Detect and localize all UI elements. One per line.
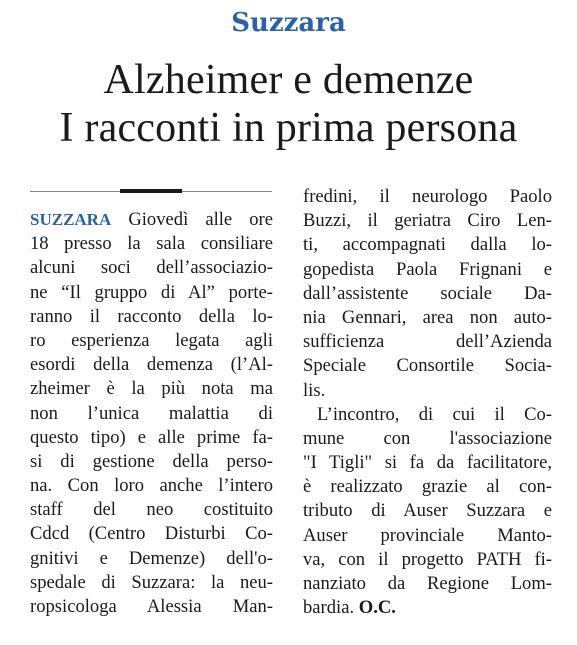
text-line: ropsicologa Alessia Man- xyxy=(30,596,273,617)
text-line: ro esperienza legata agli xyxy=(30,329,273,351)
text-line: sufficienza dell’Azienda xyxy=(303,331,552,353)
text-line: gopedista Paola Frignani e xyxy=(303,258,552,280)
headline-line-1: Alzheimer e demenze xyxy=(103,57,474,103)
text-line: ne “Il gruppo di Al” porte- xyxy=(30,281,273,303)
text-line: dall’assistente sociale Da- xyxy=(303,282,552,304)
text-line: zheimer è la più nota ma xyxy=(30,378,273,400)
first-line-text: Giovedì alle ore xyxy=(111,209,273,230)
text-line: na. Con loro anche l’intero xyxy=(30,475,273,497)
text-line: nanziato da Regione Lom- xyxy=(303,573,552,594)
text-line: Buzzi, il geriatra Ciro Len- xyxy=(303,210,552,232)
text-line: ti, accompagnati dalla lo- xyxy=(303,234,552,256)
text-line: va, con il progetto PATH fi- xyxy=(303,548,552,570)
text-line: questo tipo) e alle prime fa- xyxy=(30,426,273,448)
text-line: ranno il racconto della lo- xyxy=(30,305,273,327)
article-last-line xyxy=(303,596,552,620)
dateline: SUZZARA xyxy=(30,210,112,229)
article-column-1 xyxy=(30,208,273,619)
text-line: spedale di Suzzara: la neu- xyxy=(30,571,273,593)
text-line: alcuni soci dell’associazio- xyxy=(30,257,273,279)
text-line: tributo di Auser Suzzara e xyxy=(303,500,552,522)
text-line: è realizzato grazie al con- xyxy=(303,476,552,498)
text-line: staff del neo costituito xyxy=(30,499,273,521)
text-line: nia Gennari, area non auto- xyxy=(303,306,552,328)
section-kicker: Suzzara xyxy=(231,8,346,38)
author-signature: O.C. xyxy=(358,597,396,619)
text-line: Auser provinciale Manto- xyxy=(303,524,552,546)
text-line: gnitivi e Demenze) dell'o- xyxy=(30,547,273,569)
text-line: "I Tigli" si fa da facilitatore, xyxy=(303,452,552,474)
last-line-text: bardia. xyxy=(303,597,355,619)
headline xyxy=(0,56,577,152)
text-line: 18 presso la sala consiliare xyxy=(30,233,273,255)
article-column-2 xyxy=(303,185,552,620)
text-line: Cdcd (Centro Disturbi Co- xyxy=(30,523,273,545)
text-line: Speciale Consortile Socia- xyxy=(303,355,552,377)
divider-accent xyxy=(120,189,182,193)
headline-line-2: I racconti in prima persona xyxy=(59,105,518,151)
text-line: si di gestione della perso- xyxy=(30,450,273,472)
text-line: mune con l'associazione xyxy=(303,427,552,449)
text-line: fredini, il neurologo Paolo xyxy=(303,186,552,207)
text-line: esordi della demenza (l’Al- xyxy=(30,354,273,376)
text-line: L’incontro, di cui il Co- xyxy=(317,403,552,425)
text-line: lis. xyxy=(303,379,326,401)
article-first-line xyxy=(30,208,273,232)
text-line: non l’unica malattia di xyxy=(30,402,273,424)
